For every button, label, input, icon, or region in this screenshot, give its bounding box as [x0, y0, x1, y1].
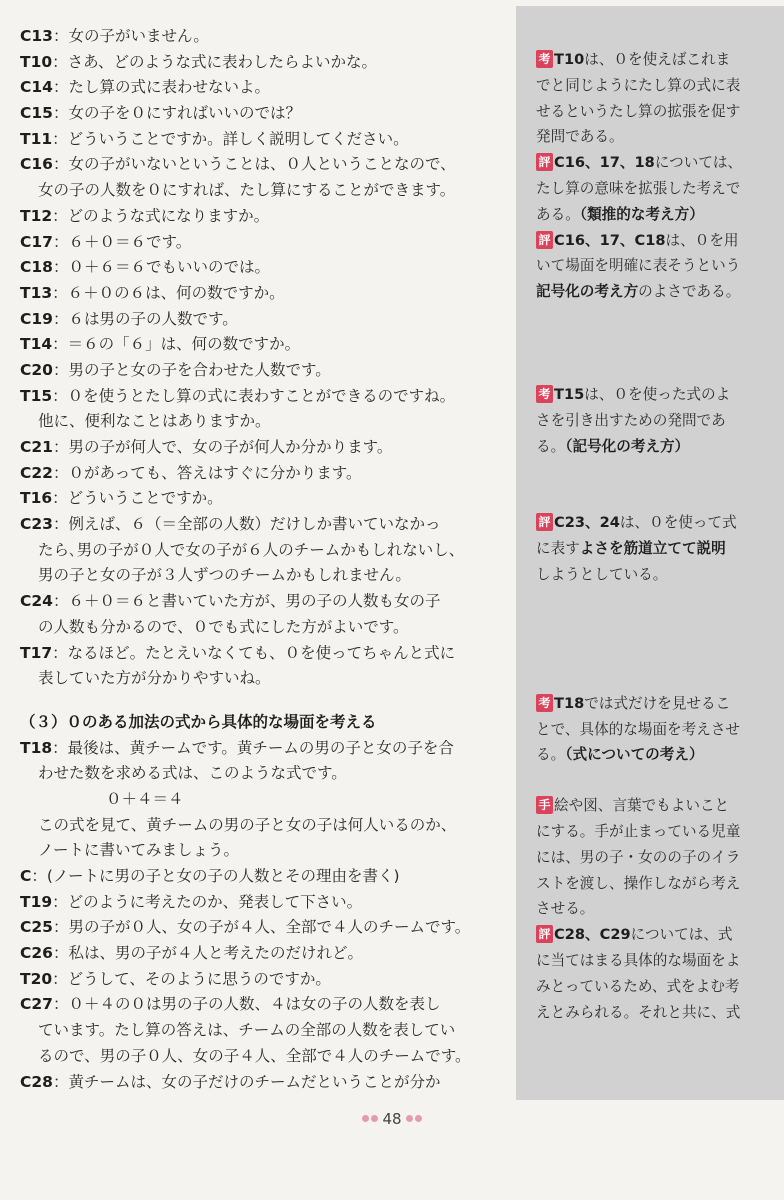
dialogue-line — [20, 890, 516, 916]
utterance: ：どのように考えたのか、発表して下さい。 — [52, 892, 363, 911]
note-line: 評 C16、17、18については、 — [536, 150, 780, 176]
dialogue-line — [20, 589, 516, 615]
utterance: ：６＋０の６は、何の数ですか。 — [52, 283, 285, 302]
utterance: ：どうして、そのように思うのですか。 — [52, 969, 331, 988]
note-line: いて場面を明確に表そうという — [536, 257, 741, 275]
note-line: る。（式についての考え） — [536, 746, 704, 764]
speaker-label: C18 — [20, 258, 53, 277]
note-line: しようとしている。 — [536, 565, 668, 583]
note-line: 評 C23、24は、０を使って式 — [536, 510, 780, 536]
speaker-label: T13 — [20, 283, 53, 302]
dialogue-line — [20, 255, 516, 281]
speaker-label: T14 — [20, 335, 53, 354]
note-line: に当てはまる具体的な場面をよ — [536, 951, 741, 969]
section-heading: （３）０のある加法の式から具体的な場面を考える — [20, 712, 377, 731]
utterance: ：０を使うとたし算の式に表わすことができるのですね。 — [52, 386, 456, 405]
dialogue-continuation — [20, 666, 516, 692]
dialogue-continuation — [20, 538, 516, 564]
utterance: ています。たし算の答えは、チームの全部の人数を表してい — [38, 1021, 456, 1040]
note-line: にする。手が止まっている児童 — [536, 822, 741, 840]
badge-evaluate-icon: 評 — [536, 925, 553, 943]
badge-method-icon: 手 — [536, 796, 553, 814]
speaker-label: T17 — [20, 643, 53, 662]
utterance: ：女の子がいないということは、０人ということなので、 — [52, 155, 456, 174]
narration-line-1: この式を見て、黄チームの男の子と女の子は何人いるのか、 — [38, 815, 457, 834]
utterance: ：女の子がいません。 — [52, 27, 209, 45]
speaker-label: C16 — [20, 155, 53, 174]
note-line: 評 C28、C29については、式 — [536, 922, 780, 948]
utterance: ：最後は、黄チームです。黄チームの男の子と女の子を合 — [52, 738, 454, 757]
utterance: ：どういうことですか。詳しく説明してください。 — [52, 129, 409, 148]
note-line: 記号化の考え方のよさである。 — [536, 283, 741, 301]
dialogue-line — [20, 50, 516, 76]
note-line: 評 C16、17、C18は、０を用 — [536, 228, 780, 254]
note-line: とで、具体的な場面を考えさせ — [536, 720, 741, 738]
speaker-label: T18 — [20, 738, 53, 757]
speaker-label: C17 — [20, 232, 53, 251]
utterance: ：どのような式になりますか。 — [52, 206, 270, 225]
dialogue-line — [20, 435, 516, 461]
utterance: ：男の子が０人、女の子が４人、全部で４人のチームです。 — [52, 918, 471, 937]
speaker-label: C14 — [20, 78, 53, 97]
utterance: ：黄チームは、女の子だけのチームだということが分か — [52, 1072, 441, 1091]
dialogue-line — [20, 915, 516, 941]
utterance: ：さあ、どのような式に表わしたらよいかな。 — [52, 52, 378, 71]
dialogue-continuation — [20, 761, 516, 787]
dialogue-line — [20, 864, 516, 890]
speaker-label: C27 — [20, 995, 53, 1014]
dialogue-block-2a — [20, 736, 516, 787]
note-line: 考 T15は、０を使った式のよ — [536, 382, 780, 408]
utterance: ：０＋４の０は男の子の人数、４は女の子の人数を表し — [52, 995, 441, 1014]
speaker-label: C23 — [20, 515, 53, 534]
note-line: さを引き出すための発問であ — [536, 411, 726, 429]
dot-icon — [371, 1115, 378, 1122]
utterance: 他に、便利なことはありますか。 — [38, 412, 271, 431]
speaker-label: T20 — [20, 969, 53, 988]
formula: ０＋４＝４ — [106, 789, 184, 808]
speaker-label: C22 — [20, 463, 53, 482]
badge-consider-icon: 考 — [536, 50, 553, 68]
utterance: るので、男の子０人、女の子４人、全部で４人のチームです。 — [38, 1046, 471, 1065]
dialogue-continuation — [20, 178, 516, 204]
dot-icon — [406, 1115, 413, 1122]
lesson-dialogue — [20, 24, 516, 1095]
utterance: ：私は、男の子が４人と考えたのだけれど。 — [52, 944, 363, 963]
dialogue-line — [20, 512, 516, 538]
note-line: る。（記号化の考え方） — [536, 437, 690, 455]
note-line: には、男の子・女のの子のイラ — [536, 848, 741, 866]
dialogue-line — [20, 230, 516, 256]
dialogue-line — [20, 736, 516, 762]
dialogue-line — [20, 967, 516, 993]
dialogue-line — [20, 152, 516, 178]
page-number: 48 — [382, 1110, 402, 1128]
note-line: 考 T10は、０を使えばこれま — [536, 47, 780, 73]
spacer — [536, 768, 780, 793]
dialogue-continuation — [20, 563, 516, 589]
utterance: 女の子の人数を０にすれば、たし算にすることができます。 — [38, 181, 456, 200]
spacer — [20, 692, 516, 710]
speaker-label: C — [20, 867, 32, 885]
dialogue-line — [20, 24, 516, 50]
utterance: 男の子と女の子が３人ずつのチームかもしれません。 — [38, 566, 411, 585]
dialogue-line — [20, 307, 516, 333]
utterance: ：男の子と女の子を合わせた人数です。 — [52, 360, 331, 379]
dot-icon — [362, 1115, 369, 1122]
dialogue-line — [20, 332, 516, 358]
note-line: みとっているため、式をよむ考 — [536, 977, 740, 995]
dialogue-block-2b — [20, 864, 516, 1095]
dialogue-line — [20, 358, 516, 384]
speaker-label: T19 — [20, 892, 53, 911]
speaker-label: C19 — [20, 309, 53, 328]
dialogue-continuation — [20, 1044, 516, 1070]
speaker-label: T15 — [20, 386, 53, 405]
note-line: たし算の意味を拡張した考えで — [536, 179, 741, 197]
speaker-label: C15 — [20, 104, 53, 123]
speaker-label: T10 — [20, 52, 53, 71]
dialogue-line — [20, 992, 516, 1018]
speaker-label: T11 — [20, 129, 53, 148]
speaker-label: C24 — [20, 592, 53, 611]
dialogue-line — [20, 1070, 516, 1096]
note-line: ストを渡し、操作しながら考え — [536, 874, 741, 892]
dialogue-line — [20, 384, 516, 410]
dialogue-line — [20, 641, 516, 667]
page-footer — [0, 1110, 784, 1128]
utterance: ：女の子を０にすればいいのでは？ — [52, 104, 301, 123]
narration-line-2: ノートに書いてみましょう。 — [38, 841, 240, 860]
note-line: えとみられる。それと共に、式 — [536, 1003, 741, 1021]
speaker-label: T12 — [20, 206, 53, 225]
utterance: ：どういうことですか。 — [52, 489, 223, 508]
badge-evaluate-icon: 評 — [536, 153, 553, 171]
utterance: ：男の子が何人で、女の子が何人か分かります。 — [52, 438, 393, 456]
note-line: に表すよさを筋道立てて説明 — [536, 540, 726, 558]
dialogue-line — [20, 941, 516, 967]
speaker-label: C26 — [20, 944, 53, 963]
dialogue-continuation — [20, 409, 516, 435]
badge-evaluate-icon: 評 — [536, 513, 553, 531]
speaker-label: C20 — [20, 360, 53, 379]
dialogue-line — [20, 75, 516, 101]
dialogue-line — [20, 486, 516, 512]
dot-icon — [415, 1115, 422, 1122]
note-line: 考 T18では式だけを見せるこ — [536, 691, 780, 717]
spacer — [536, 459, 780, 510]
utterance: 表していた方が分かりやすいね。 — [38, 669, 271, 688]
spacer — [536, 305, 780, 382]
dialogue-line — [20, 281, 516, 307]
utterance: ：０＋６＝６でもいいのでは。 — [52, 258, 270, 277]
utterance: たら､男の子が０人で女の子が６人のチームかもしれないし、 — [38, 540, 465, 559]
utterance: ：６＋０＝６と書いていた方が、男の子の人数も女の子 — [52, 592, 441, 611]
badge-evaluate-icon: 評 — [536, 231, 553, 249]
note-line: せるというたし算の拡張を促す — [536, 102, 741, 120]
dialogue-continuation — [20, 615, 516, 641]
note-line: 手 絵や図、言葉でもよいこと — [536, 793, 780, 819]
dialogue-line — [20, 204, 516, 230]
utterance: ：０があっても、答えはすぐに分かります。 — [52, 463, 362, 482]
speaker-label: C28 — [20, 1072, 53, 1091]
badge-consider-icon: 考 — [536, 385, 553, 403]
badge-consider-icon: 考 — [536, 694, 553, 712]
utterance: ：＝６の「６」は、何の数ですか。 — [52, 335, 301, 354]
speaker-label: C25 — [20, 918, 53, 937]
speaker-label: C21 — [20, 438, 53, 456]
utterance: わせた数を求める式は、このような式です。 — [38, 764, 347, 783]
speaker-label: C13 — [20, 27, 53, 45]
spacer — [536, 588, 780, 691]
speaker-label: T16 — [20, 489, 53, 508]
utterance: ：たし算の式に表わせないよ。 — [52, 78, 270, 97]
dialogue-block-1 — [20, 24, 516, 692]
utterance: ：例えば、６（＝全部の人数）だけしか書いていなかっ — [52, 515, 441, 534]
utterance: ：６は男の子の人数です。 — [52, 309, 238, 328]
utterance: ：６＋０＝６です。 — [52, 232, 192, 251]
utterance: ：なるほど。たとえいなくても、０を使ってちゃんと式に — [52, 643, 456, 662]
note-line: 発問である。 — [536, 128, 624, 146]
dialogue-continuation — [20, 1018, 516, 1044]
note-line: させる。 — [536, 900, 595, 918]
note-line: ある。（類推的な考え方） — [536, 205, 704, 223]
dialogue-line — [20, 101, 516, 127]
utterance: ：(ノートに男の子と女の子の人数とその理由を書く) — [31, 867, 400, 885]
margin-notes — [536, 47, 780, 1025]
dialogue-line — [20, 127, 516, 153]
utterance: の人数も分かるので、０でも式にした方がよいです。 — [38, 617, 409, 636]
dialogue-line — [20, 461, 516, 487]
note-line: でと同じようにたし算の式に表 — [536, 76, 741, 94]
